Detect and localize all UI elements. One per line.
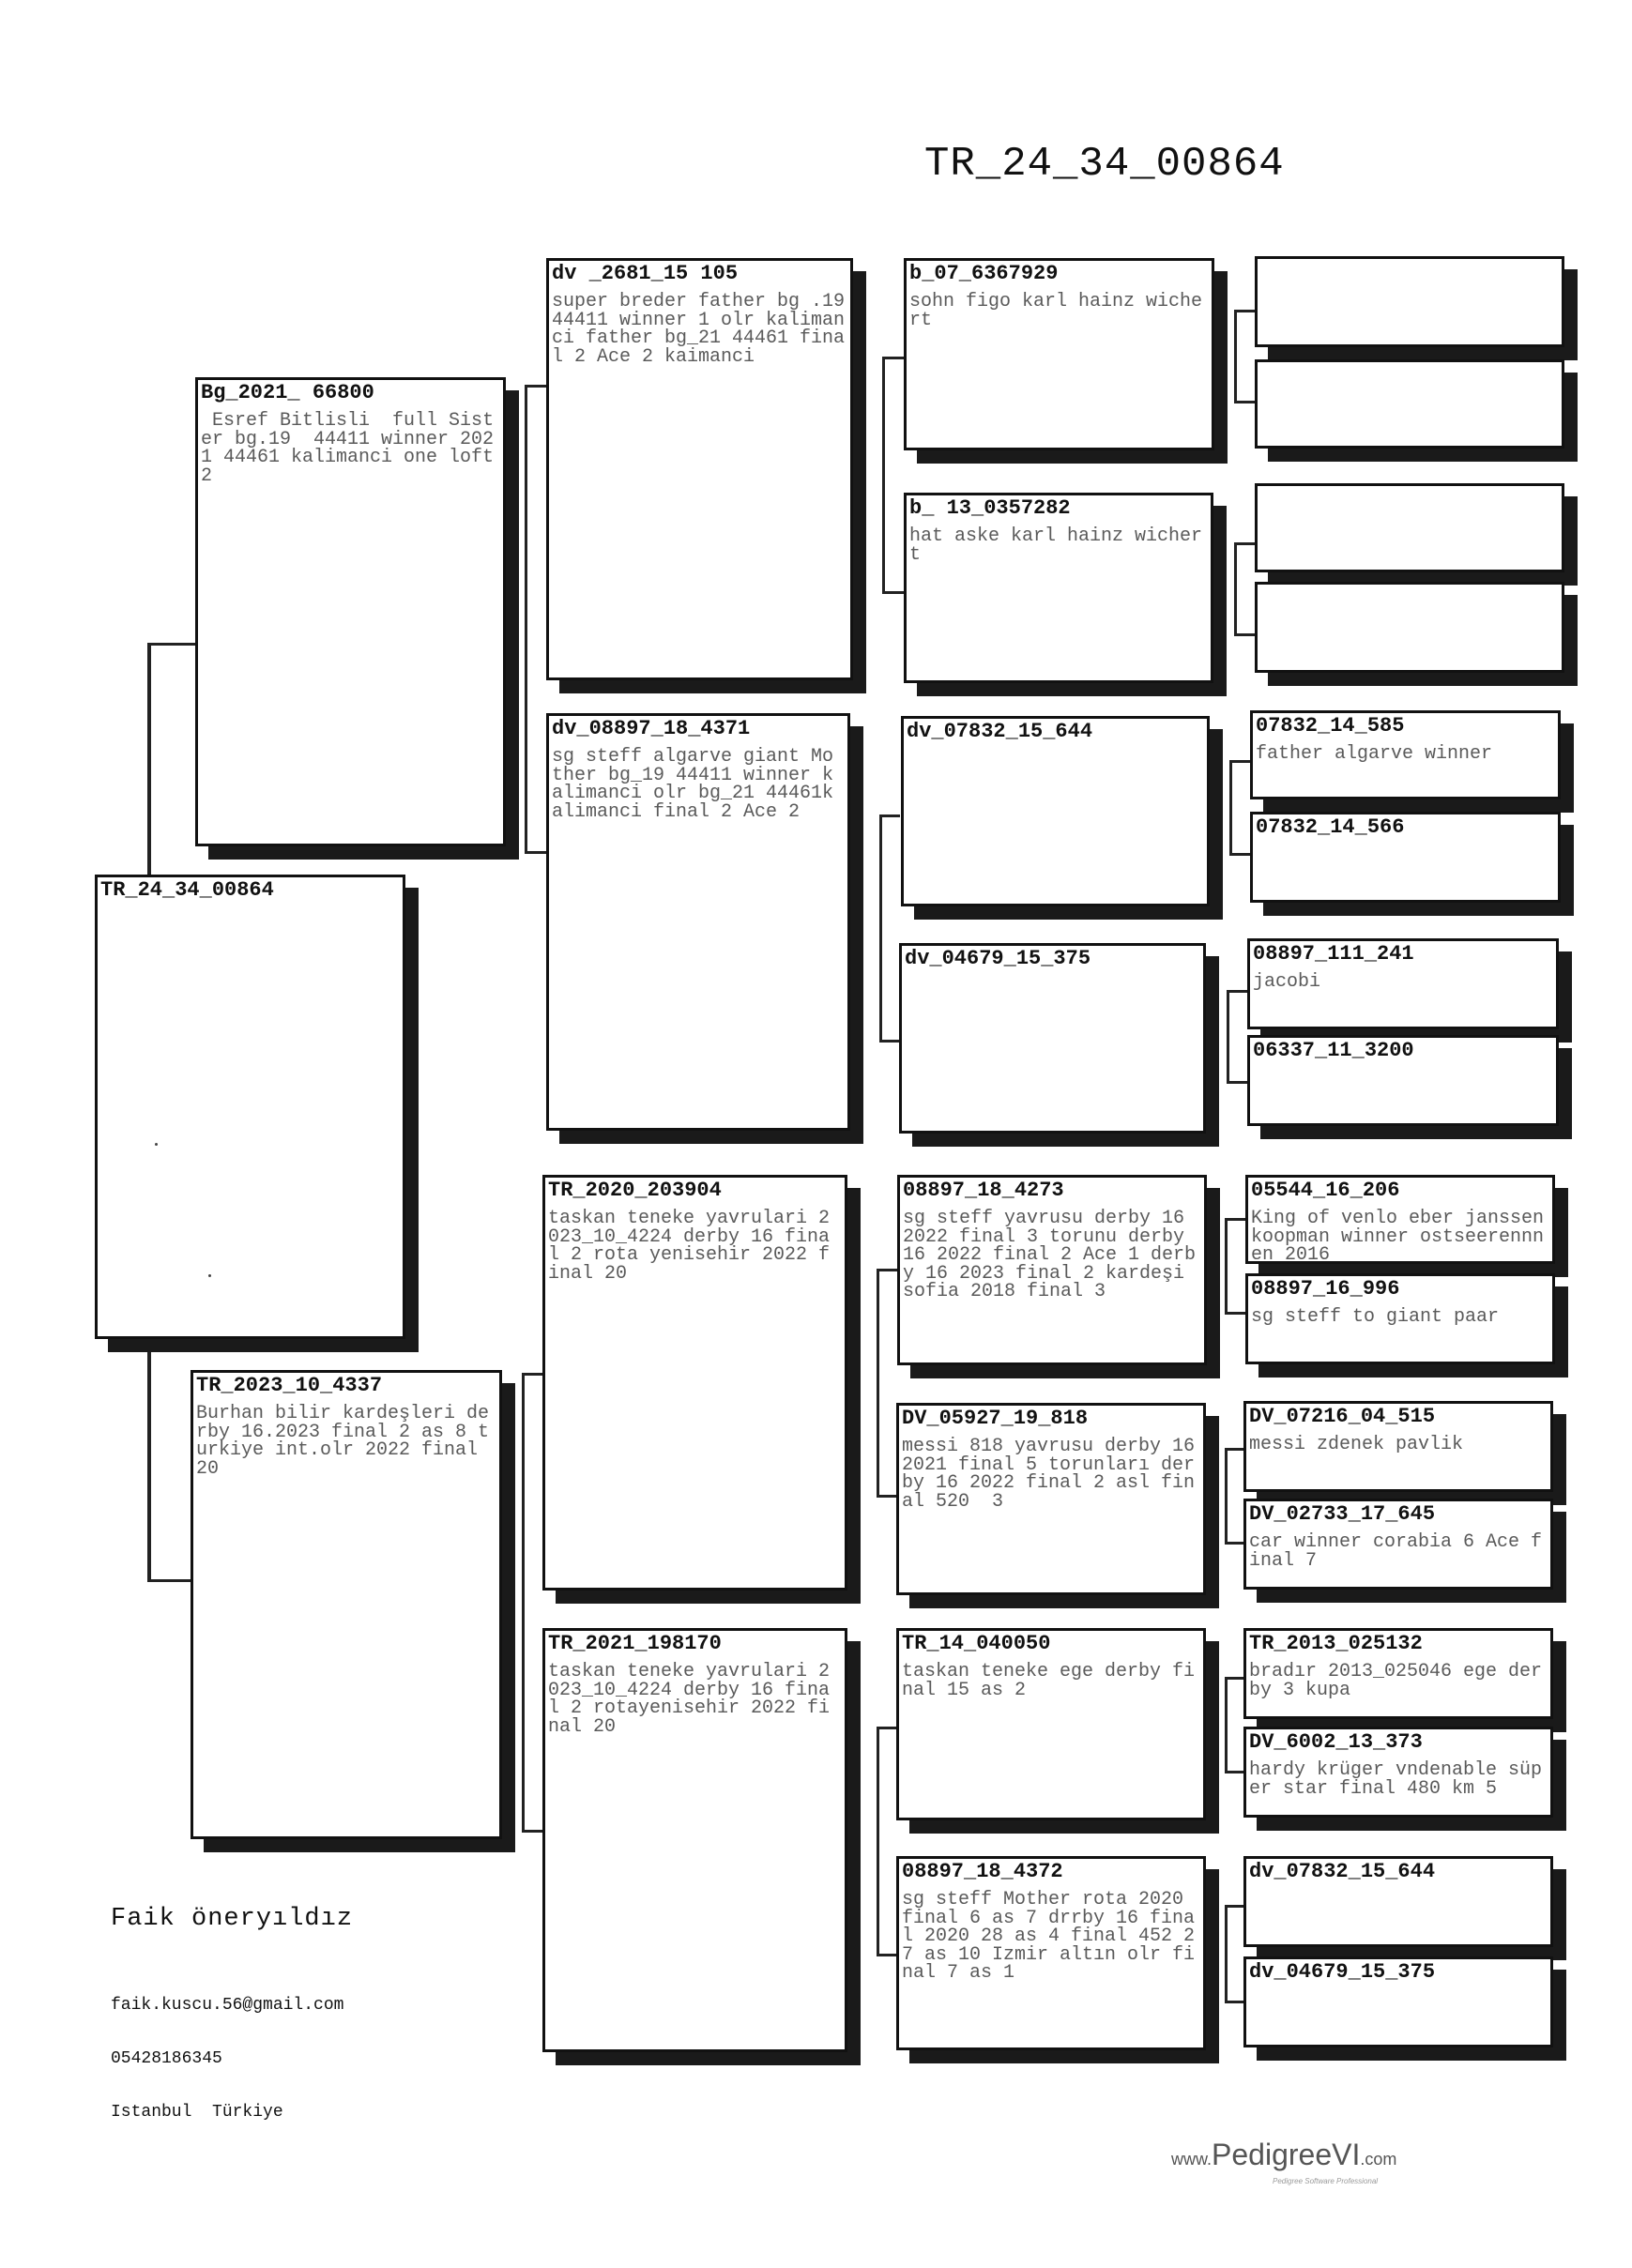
pedigree-notes: taskan teneke ege derby final 15 as 2 [902,1661,1196,1701]
pedigree-card-grandparent[interactable] [546,713,850,1131]
connector-line [882,357,885,594]
pedigree-notes: sg steff yavrusu derby 16 2022 final 3 torunu derby 16 2022 final 2 Ace 1 derby 16 2023 final 2 kardeşi sofia 2018 final 3 [903,1208,1197,1302]
pedigree-notes [902,970,1203,978]
connector-line [1225,1542,1245,1545]
pedigree-card-gg-grandparent[interactable] [1243,1401,1553,1492]
connector-line [1234,401,1255,403]
logo-tagline: Pedigree Software Professional [1273,2177,1379,2185]
pedigree-notes: sg steff algarve giant Mother bg_19 44411 winner kalimanci olr bg_21 44461kalimanci final 2 Ace 2 [552,746,834,823]
connector-line [1227,1081,1247,1084]
pedigree-notes: King of venlo eber janssen koopman winner ostseerennnen 2016 [1251,1208,1556,1266]
pedigree-card-gg-grandparent[interactable] [1247,1035,1559,1126]
connector-line [1234,542,1237,636]
ring-number: TR_2020_203904 [548,1179,722,1202]
connector-line [877,1269,879,1498]
connector-line [879,1040,900,1043]
connector-line [877,1727,879,1956]
pedigree-card-gg-grandparent[interactable] [1255,483,1564,572]
connector-line [1234,542,1255,545]
pedigree-card-great-grandparent[interactable] [896,1403,1206,1595]
pedigree-card-gg-grandparent[interactable] [1243,1856,1553,1947]
pedigree-card-gg-grandparent[interactable] [1255,256,1564,347]
connector-line [147,643,199,646]
connector-line [1234,310,1237,403]
pedigree-card-great-grandparent[interactable] [896,1628,1206,1820]
pedigree-notes: messi zdenek pavlik [1249,1434,1464,1455]
connector-line [879,814,882,1043]
ring-number: TR_14_040050 [902,1632,1051,1655]
pedigree-card-grandparent[interactable] [542,1175,847,1591]
pedigree-notes [1246,1984,1550,1991]
connector-line [1225,1312,1245,1315]
owner-email[interactable]: faik.kuscu.56@gmail.com [111,1996,344,2015]
pedigree-notes: bradır 2013_025046 ege derby 3 kupa [1249,1661,1543,1701]
ring-number: dv_04679_15_375 [1249,1960,1436,1984]
ring-number: b_ 13_0357282 [909,496,1071,520]
pedigree-notes [1250,1062,1556,1070]
ring-number: 05544_16_206 [1251,1179,1400,1202]
connector-line [1225,1677,1228,1773]
logo-prefix: www. [1171,2150,1213,2169]
ring-number: 08897_16_996 [1251,1277,1400,1301]
ring-number: 08897_18_4372 [902,1860,1063,1883]
pedigree-notes [1258,488,1562,495]
ring-number: 07832_14_585 [1256,714,1405,738]
connector-line [1225,1677,1245,1680]
connector-line [147,1579,194,1582]
connector-line [1225,1905,1228,2003]
pedigree-notes: Esref Bitlisli full Sister bg.19 44411 winner 2021 44461 kalimanci one loft 2 [201,410,506,487]
pedigree-card-gg-grandparent[interactable] [1245,1175,1555,1264]
connector-line [1227,990,1229,1084]
owner-location: Istanbul Türkiye [111,2103,283,2122]
pedigree-card-gg-grandparent[interactable] [1243,1628,1553,1719]
connector-line [882,591,905,594]
pedigree-card-gg-grandparent[interactable] [1255,582,1564,673]
ring-number: dv _2681_15 105 [552,262,739,285]
pedigree-notes: Burhan bilir kardeşleri derby 16.2023 final 2 as 8 turkiye int.olr 2022 final 20 [196,1403,490,1480]
pedigree-card-great-grandparent[interactable] [897,1175,1207,1365]
pedigree-card-gg-grandparent[interactable] [1243,1727,1553,1818]
pedigree-notes: jacobi [1253,971,1321,993]
pedigree-card-subject[interactable] [95,875,405,1339]
ring-number: DV_02733_17_645 [1249,1502,1436,1526]
connector-line [1225,1448,1245,1451]
connector-line [1225,1905,1245,1908]
pedigree-notes: hat aske karl hainz wichert [909,525,1203,566]
ring-number: DV_07216_04_515 [1249,1405,1436,1428]
ring-number: b_07_6367929 [909,262,1059,285]
pedigree-card-great-grandparent[interactable] [904,258,1214,450]
ring-number: dv_08897_18_4371 [552,717,751,740]
pedigree-notes [1246,1883,1550,1891]
pedigree-notes [1258,261,1562,268]
logo-suffix: .com [1360,2150,1397,2169]
ring-number: Bg_2021_ 66800 [201,381,374,404]
connector-line [1229,853,1250,856]
pedigree-card-great-grandparent[interactable] [901,716,1210,906]
connector-line [877,1269,899,1271]
ring-number: TR_2021_198170 [548,1632,722,1655]
connector-line [525,385,527,854]
ring-number: 06337_11_3200 [1253,1039,1414,1062]
logo-name: PedigreeVI [1212,2138,1361,2171]
pedigree-card-gg-grandparent[interactable] [1250,710,1561,799]
pedigree-notes: super breder father bg .19 44411 winner 1 olr kalimanci father bg_21 44461 final 2 Ace 2 kaimanci [552,291,857,368]
connector-line [1225,1771,1245,1773]
connector-line [1229,760,1250,763]
ring-number: DV_6002_13_373 [1249,1730,1423,1754]
connector-line [525,851,548,854]
connector-line [1225,1448,1228,1545]
pedigree-notes: sohn figo karl hainz wichert [909,291,1203,331]
pedigree-card-dam[interactable] [191,1370,502,1839]
connector-line [1225,1218,1228,1315]
connector-line [1234,633,1255,636]
ring-number: TR_2013_025132 [1249,1632,1423,1655]
ring-number: DV_05927_19_818 [902,1407,1089,1430]
owner-phone: 05428186345 [111,2049,222,2068]
pedigree-notes [98,902,403,909]
pedigree-title: TR_24_34_00864 [924,141,1285,188]
pedigree-notes: sg steff Mother rota 2020 final 6 as 7 drrby 16 final 2020 28 as 4 final 452 27 as 10 Izmir altın olr final 7 as 1 [902,1889,1196,1984]
pedigree-notes: messi 818 yavrusu derby 16 2021 final 5 torunları derby 16 2022 final 2 asl final 520 3 [902,1436,1207,1513]
connector-line [879,814,900,817]
pedigree-notes: car winner corabia 6 Ace final 7 [1249,1531,1543,1572]
ring-number: 07832_14_566 [1256,815,1405,839]
connector-line [525,385,548,388]
pedigree-notes: sg steff to giant paar [1251,1306,1500,1328]
ring-number: TR_2023_10_4337 [196,1374,383,1397]
pedigree-card-gg-grandparent[interactable] [1245,1273,1555,1364]
pedigree-card-gg-grandparent[interactable] [1255,359,1564,449]
ring-number: TR_24_34_00864 [100,878,274,902]
ring-number: dv_04679_15_375 [905,947,1091,970]
pedigree-notes [1258,586,1562,594]
pedigreevi-logo [1171,2138,1397,2185]
pedigree-notes [1258,364,1562,372]
pedigree-notes: hardy krüger vndenable süper star final 480 km 5 [1249,1759,1543,1800]
speck [208,1274,211,1277]
pedigree-card-great-grandparent[interactable] [896,1856,1206,2050]
connector-line [1229,760,1232,856]
pedigree-notes: father algarve winner [1256,743,1493,765]
owner-contact [111,1961,343,2157]
pedigree-card-great-grandparent[interactable] [899,943,1206,1134]
connector-line [1227,990,1247,993]
connector-line [1225,2001,1245,2003]
pedigree-notes [1253,839,1558,846]
connector-line [1225,1218,1245,1221]
pedigree-card-sire[interactable] [195,377,506,846]
ring-number: dv_07832_15_644 [907,720,1093,743]
pedigree-notes: taskan teneke yavrulari 2023_10_4224 derby 16 final 2 rota yenisehir 2022 final 20 [548,1208,831,1285]
pedigree-card-great-grandparent[interactable] [904,493,1213,683]
pedigree-notes: taskan teneke yavrulari 2023_10_4224 derby 16 final 2 rotayenisehir 2022 final 20 [548,1661,831,1738]
pedigree-card-gg-grandparent[interactable] [1247,938,1559,1029]
pedigree-card-gg-grandparent[interactable] [1243,1956,1553,2047]
pedigree-card-grandparent[interactable] [542,1628,847,2052]
pedigree-card-gg-grandparent[interactable] [1250,812,1561,903]
owner-name: Faik öneryıldız [111,1905,354,1933]
connector-line [1234,310,1255,312]
pedigree-card-grandparent[interactable] [546,258,857,680]
connector-line [882,357,905,359]
ring-number: 08897_111_241 [1253,942,1414,966]
ring-number: 08897_18_4273 [903,1179,1064,1202]
connector-line [522,1373,525,1833]
pedigree-notes [904,743,1207,751]
pedigree-card-gg-grandparent[interactable] [1243,1499,1553,1590]
speck [155,1143,158,1146]
ring-number: dv_07832_15_644 [1249,1860,1436,1883]
